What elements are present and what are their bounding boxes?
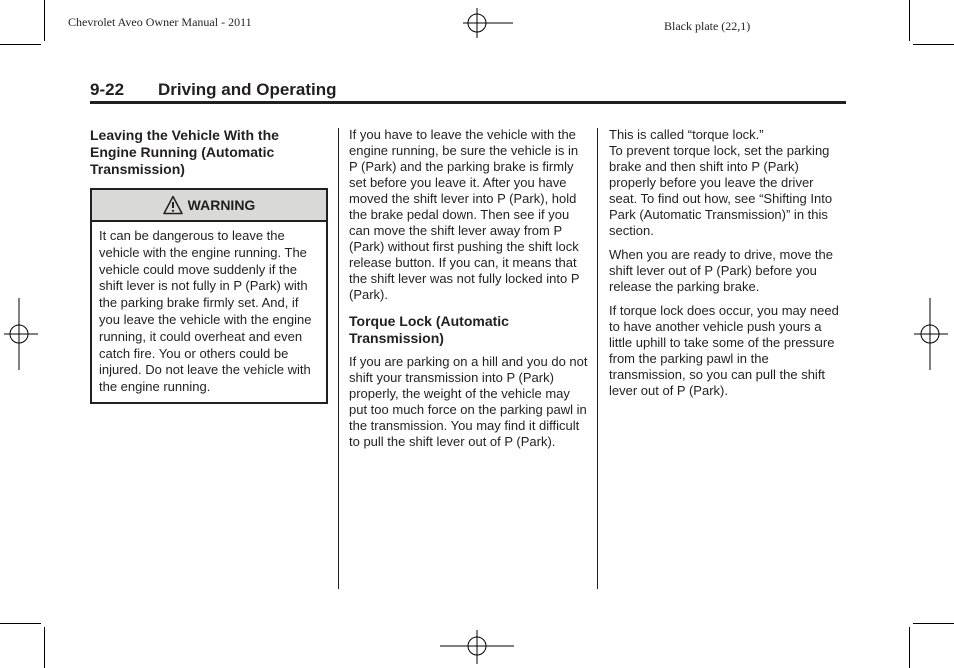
column-1 <box>90 127 328 404</box>
page-number: 9-22 <box>90 80 125 99</box>
paragraph-leaving-engine-running: If you have to leave the vehicle with the engine running, be sure the vehicle is in P (Park) and the parking brake is firmly set before you leave it. After you have moved the shift lever into P (Park), hold the brake pedal down. Then see if you can move the shift lever away from P (Park) without first pushing the shift lock release button. If you can, it means that the shift lever was not fully locked into P (Park). <box>349 127 580 302</box>
paragraph-prevent-torque-lock: To prevent torque lock, set the parking brake and then shift into P (Park) properly before you leave the driver seat. To find out how, see “Shifting Into Park (Automatic Transmission)” in this section. <box>609 143 833 238</box>
section-header <box>90 80 337 100</box>
paragraph-ready-to-drive: When you are ready to drive, move the shift lever out of P (Park) before you release the parking brake. <box>609 247 834 294</box>
crop-mark-bottom-right-horizontal <box>913 623 954 624</box>
warning-header <box>92 190 326 222</box>
column-divider-1 <box>338 128 339 589</box>
registration-mark-right <box>914 298 948 370</box>
registration-mark-left <box>4 298 38 370</box>
section-title: Driving and Operating <box>158 80 337 99</box>
crop-mark-top-left-vertical <box>44 0 45 41</box>
warning-box <box>90 188 328 404</box>
crop-mark-top-right-horizontal <box>913 44 954 45</box>
manual-title: Chevrolet Aveo Owner Manual - 2011 <box>68 15 252 29</box>
registration-mark-top <box>463 8 513 38</box>
warning-text: It can be dangerous to leave the vehicle with the engine running. The vehicle could move suddenly if the shift lever is not fully in P (Park) with the parking brake firmly set. And, if you leave the vehicle with the engine running, it could overheat and even catch fire. You or others could be injured. Do not leave the vehicle with the engine running. <box>99 228 312 395</box>
heading-leaving-vehicle: Leaving the Vehicle With the Engine Running (Automatic Transmission) <box>90 127 279 177</box>
section-rule <box>90 101 846 104</box>
column-2 <box>349 127 589 457</box>
paragraph-torque-lock-occurs: If torque lock does occur, you may need to have another vehicle push yours a little uphill to take some of the pressure from the parking pawl in the transmission, so you can pull the shift lever out of P (Park). <box>609 303 839 398</box>
crop-mark-bottom-right-vertical <box>909 627 910 668</box>
column-3 <box>609 127 845 406</box>
paragraph-torque-lock: If you are parking on a hill and you do not shift your transmission into P (Park) properly, the weight of the vehicle may put too much force on the parking pawl in the transmission. You may find it difficult to pull the shift lever out of P (Park). <box>349 354 588 449</box>
exclamation-triangle-icon <box>163 195 183 215</box>
warning-label: WARNING <box>187 197 256 213</box>
paragraph-torque-lock-called: This is called “torque lock.” <box>609 127 764 142</box>
heading-torque-lock: Torque Lock (Automatic Transmission) <box>349 313 509 346</box>
crop-mark-top-left-horizontal <box>0 44 41 45</box>
registration-mark-bottom <box>440 630 514 664</box>
column-divider-2 <box>597 128 598 589</box>
plate-label: Black plate (22,1) <box>664 19 751 33</box>
crop-mark-bottom-left-horizontal <box>0 623 41 624</box>
crop-mark-top-right-vertical <box>909 0 910 41</box>
crop-mark-bottom-left-vertical <box>44 627 45 668</box>
